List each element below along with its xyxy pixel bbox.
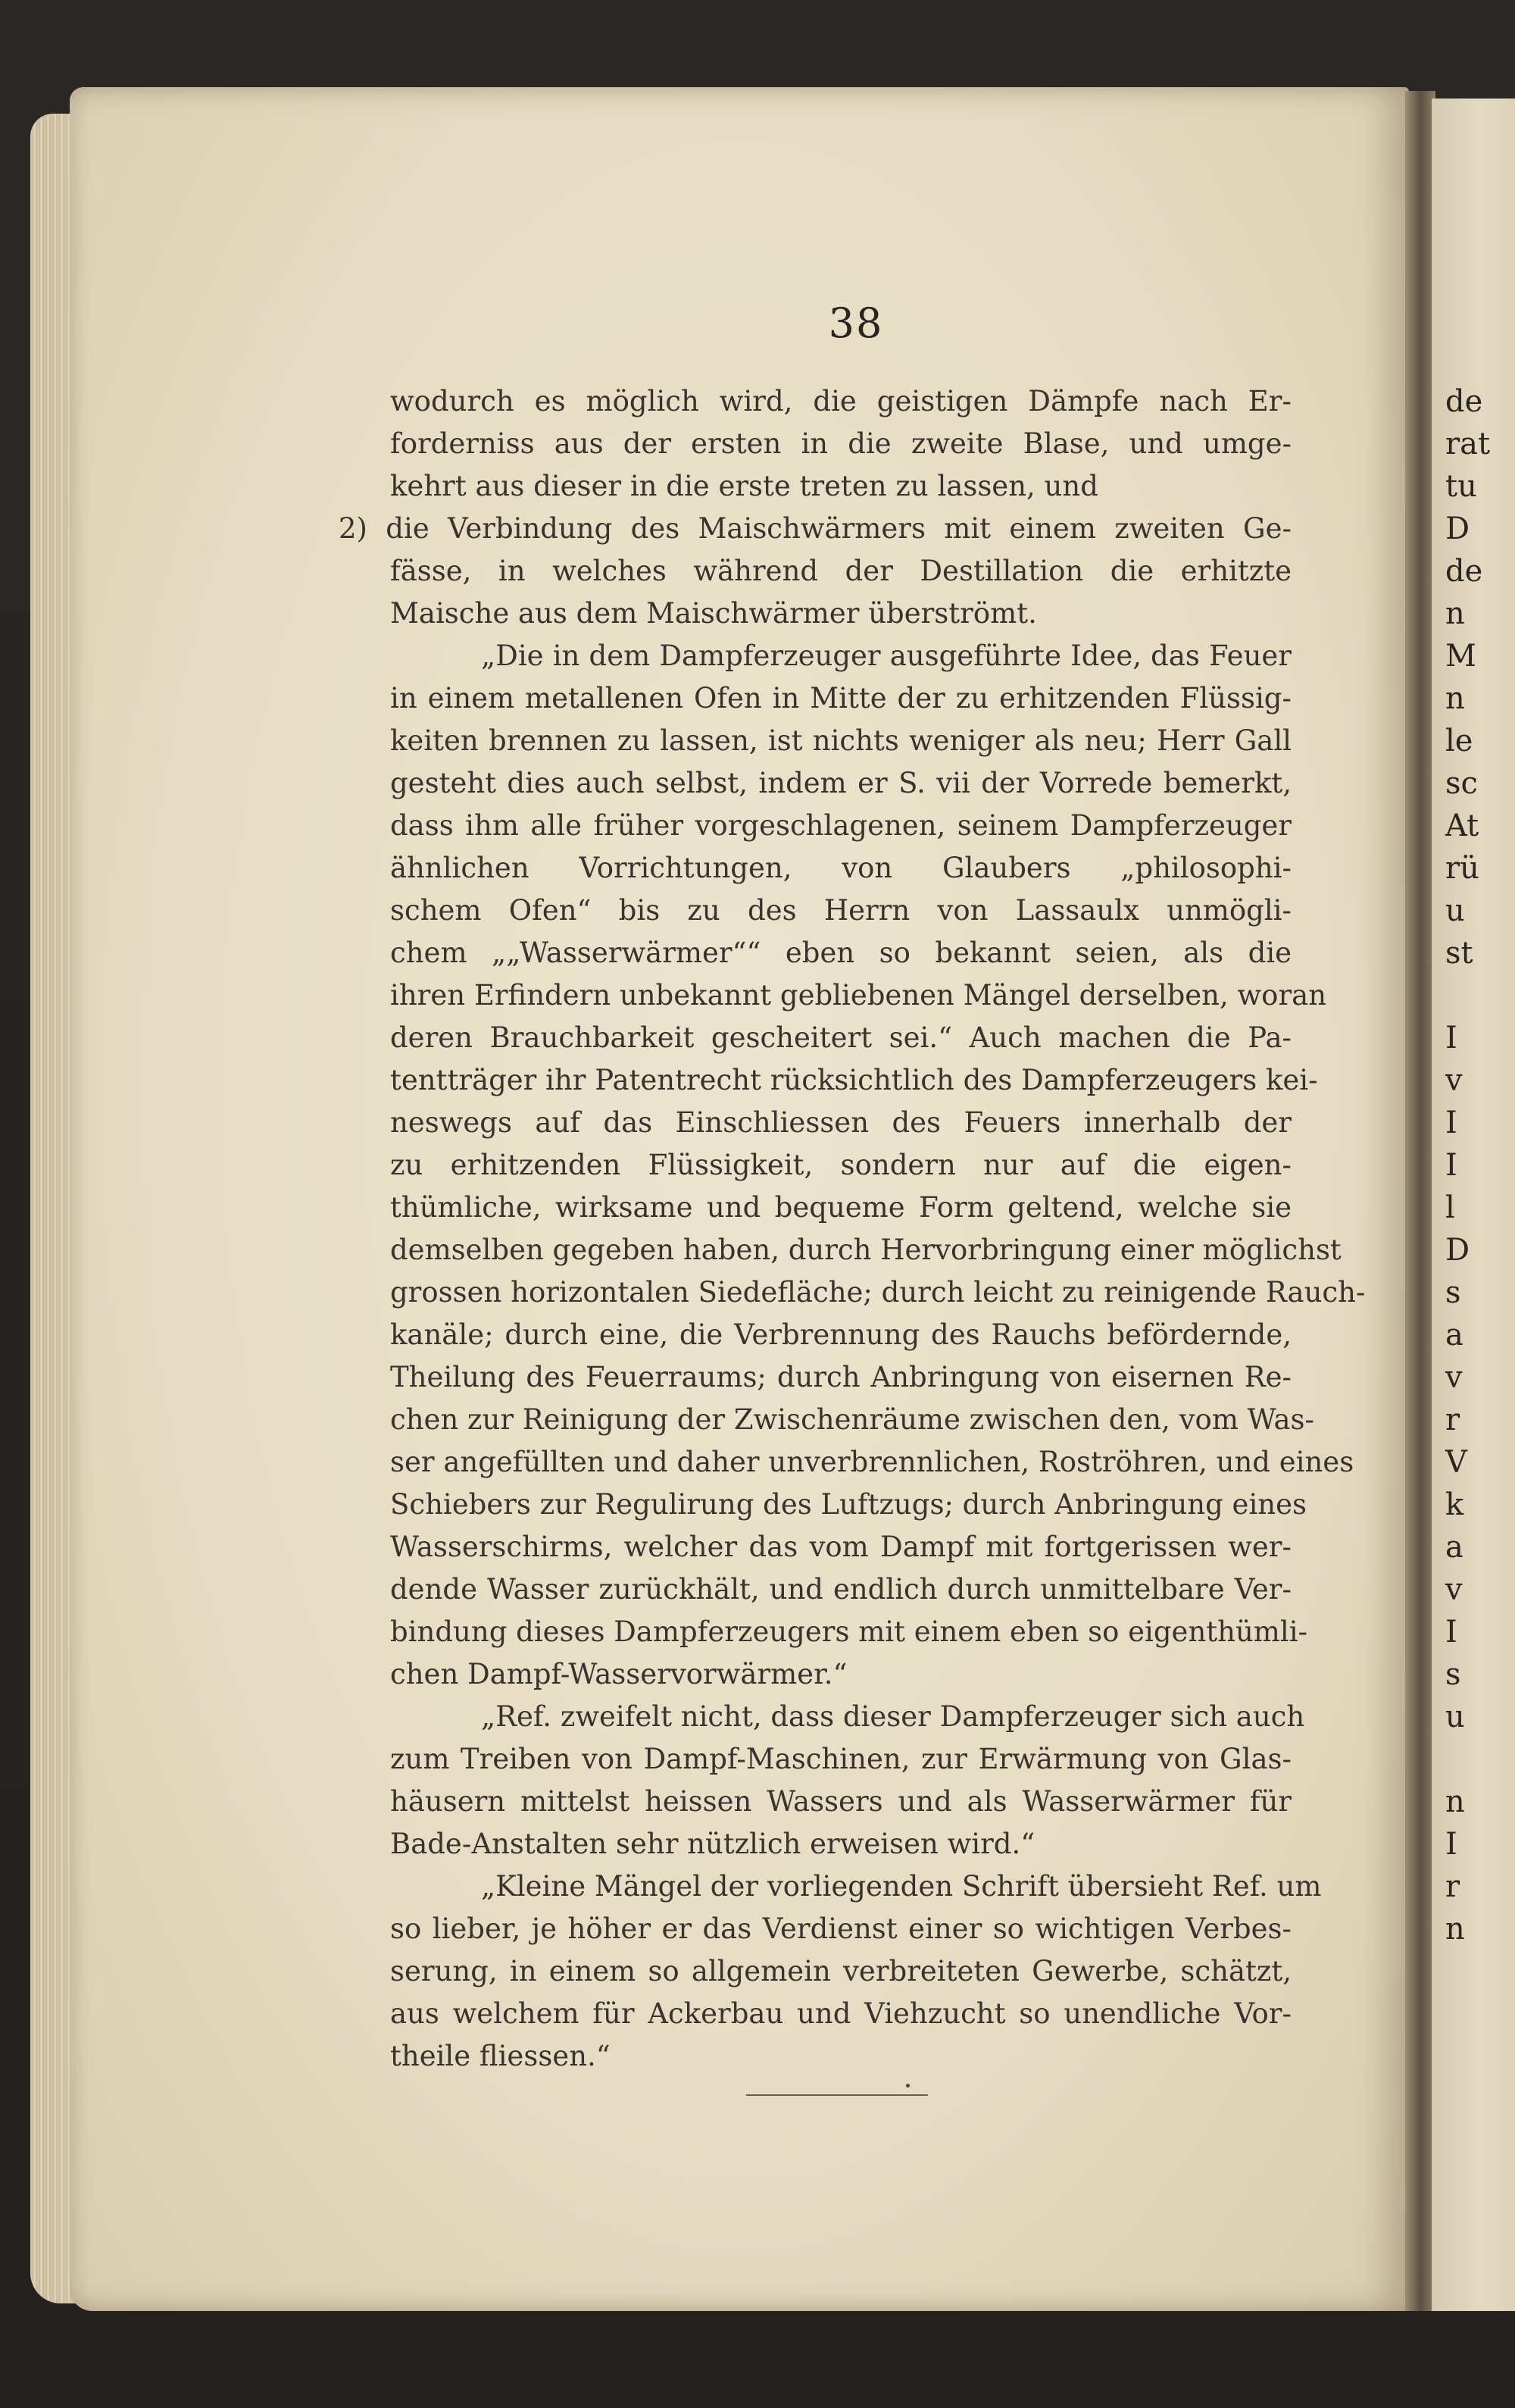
text-line: zu erhitzenden Flüssigkeit, sondern nur auf die eigen- bbox=[390, 1149, 1292, 1181]
facing-page-fragment: rü bbox=[1445, 851, 1479, 886]
text-line: wodurch es möglich wird, die geistigen Dämpfe nach Er- bbox=[390, 385, 1292, 417]
page-text bbox=[339, 380, 1366, 2078]
facing-page-fragment: r bbox=[1445, 1403, 1460, 1437]
facing-page-fragment: k bbox=[1445, 1487, 1464, 1522]
facing-page-fragment: v bbox=[1445, 1360, 1463, 1395]
text-line: schem Ofen“ bis zu des Herrn von Lassaulx unmögli- bbox=[390, 894, 1292, 927]
text-line: theile fliessen.“ bbox=[390, 2040, 611, 2072]
text-line: chen Dampf-Wasservorwärmer.“ bbox=[390, 1658, 848, 1690]
text-line: „Ref. zweifelt nicht, dass dieser Dampferzeuger sich auch bbox=[481, 1700, 1305, 1733]
facing-page-fragment: rat bbox=[1445, 427, 1491, 461]
text-line: ihren Erfindern unbekannt gebliebenen Mängel derselben, woran bbox=[390, 979, 1327, 1012]
end-rule bbox=[746, 2094, 928, 2096]
text-line: so lieber, je höher er das Verdienst einer so wichtigen Verbes- bbox=[390, 1912, 1292, 1945]
facing-page-fragment: a bbox=[1445, 1318, 1463, 1353]
text-line: neswegs auf das Einschliessen des Feuers innerhalb der bbox=[390, 1106, 1292, 1139]
text-line: Wasserschirms, welcher das vom Dampf mit fortgerissen wer- bbox=[390, 1531, 1292, 1563]
text-line: Bade-Anstalten sehr nützlich erweisen wird.“ bbox=[390, 1828, 1036, 1860]
text-line: serung, in einem so allgemein verbreiteten Gewerbe, schätzt, bbox=[390, 1955, 1292, 1987]
text-line: keiten brennen zu lassen, ist nichts weniger als neu; Herr Gall bbox=[390, 724, 1292, 757]
facing-page-fragment: I bbox=[1445, 1615, 1457, 1650]
text-line: deren Brauchbarkeit gescheitert sei.“ Auch machen die Pa- bbox=[390, 1021, 1292, 1054]
facing-page-fragment: r bbox=[1445, 1869, 1460, 1904]
facing-page-fragment: n bbox=[1445, 596, 1465, 631]
facing-page-fragment: I bbox=[1445, 1148, 1457, 1183]
facing-page-fragment: a bbox=[1445, 1530, 1463, 1565]
facing-page-fragment: n bbox=[1445, 1784, 1465, 1819]
text-line: kehrt aus dieser in die erste treten zu lassen, und bbox=[390, 470, 1098, 502]
facing-page-fragment: sc bbox=[1445, 766, 1478, 801]
text-line: kanäle; durch eine, die Verbrennung des Rauchs befördernde, bbox=[390, 1318, 1292, 1351]
facing-page-fragment: D bbox=[1445, 1233, 1470, 1268]
facing-page-fragment: le bbox=[1445, 724, 1473, 758]
book-gutter bbox=[1405, 91, 1435, 2311]
text-line: forderniss aus der ersten in die zweite Blase, und umge- bbox=[390, 427, 1292, 460]
facing-page-fragment: D bbox=[1445, 511, 1470, 546]
text-line: Theilung des Feuerraums; durch Anbringung von eisernen Re- bbox=[390, 1361, 1292, 1393]
text-line: thümliche, wirksame und bequeme Form geltend, welche sie bbox=[390, 1191, 1292, 1224]
text-line: „Die in dem Dampferzeuger ausgeführte Idee, das Feuer bbox=[481, 640, 1292, 672]
facing-page-fragment: V bbox=[1445, 1445, 1467, 1480]
facing-page-fragment: st bbox=[1445, 936, 1473, 971]
text-line: bindung dieses Dampferzeugers mit einem eben so eigenthümli- bbox=[390, 1615, 1308, 1648]
page-number: 38 bbox=[828, 299, 884, 347]
facing-page-fragment: I bbox=[1445, 1105, 1457, 1140]
text-line: häusern mittelst heissen Wassers und als Wasserwärmer für bbox=[390, 1785, 1292, 1818]
text-line: Maische aus dem Maischwärmer überströmt. bbox=[390, 597, 1037, 630]
text-line: ähnlichen Vorrichtungen, von Glaubers „philosophi- bbox=[390, 852, 1292, 884]
facing-page-fragment: n bbox=[1445, 681, 1465, 716]
facing-page-fragment: l bbox=[1445, 1190, 1455, 1225]
text-line: tentträger ihr Patentrecht rücksichtlich des Dampferzeugers kei- bbox=[390, 1064, 1318, 1096]
text-line: chen zur Reinigung der Zwischenräume zwischen den, vom Was- bbox=[390, 1403, 1315, 1436]
facing-page-fragment: u bbox=[1445, 893, 1465, 928]
text-line: gesteht dies auch selbst, indem er S. vii der Vorrede bemerkt, bbox=[390, 767, 1292, 799]
facing-page-fragment: I bbox=[1445, 1827, 1457, 1862]
text-line: dass ihm alle früher vorgeschlagenen, seinem Dampferzeuger bbox=[390, 809, 1292, 842]
facing-page-fragment: n bbox=[1445, 1912, 1465, 1947]
text-line: aus welchem für Ackerbau und Viehzucht so unendliche Vor- bbox=[390, 1997, 1292, 2030]
facing-page-fragment: de bbox=[1445, 384, 1483, 419]
text-line: „Kleine Mängel der vorliegenden Schrift übersieht Ref. um bbox=[481, 1870, 1322, 1903]
text-line: dende Wasser zurückhält, und endlich durch unmittelbare Ver- bbox=[390, 1573, 1292, 1606]
text-line: demselben gegeben haben, durch Hervorbringung einer möglichst bbox=[390, 1234, 1342, 1266]
facing-page-fragment: u bbox=[1445, 1700, 1465, 1734]
text-line: Schiebers zur Regulirung des Luftzugs; durch Anbringung eines bbox=[390, 1488, 1307, 1521]
text-line: 2) die Verbindung des Maischwärmers mit einem zweiten Ge- bbox=[339, 512, 1292, 545]
facing-page-fragment: s bbox=[1445, 1657, 1461, 1692]
facing-page-fragment: de bbox=[1445, 554, 1483, 589]
text-line: ser angefüllten und daher unverbrennlichen, Roströhren, und eines bbox=[390, 1446, 1354, 1478]
facing-page-fragment: tu bbox=[1445, 469, 1477, 504]
facing-page-fragment: M bbox=[1445, 639, 1476, 674]
facing-page-fragment: v bbox=[1445, 1063, 1463, 1098]
text-line: in einem metallenen Ofen in Mitte der zu erhitzenden Flüssig- bbox=[390, 682, 1292, 715]
end-rule-dot bbox=[906, 2084, 910, 2087]
facing-page-fragment: I bbox=[1445, 1021, 1457, 1055]
text-line: grossen horizontalen Siedefläche; durch leicht zu reinigende Rauch- bbox=[390, 1276, 1366, 1309]
text-line: fässe, in welches während der Destillation die erhitzte bbox=[390, 555, 1292, 587]
text-line: zum Treiben von Dampf-Maschinen, zur Erwärmung von Glas- bbox=[390, 1743, 1292, 1775]
facing-page-edge bbox=[1432, 99, 1515, 2311]
facing-page-fragment: v bbox=[1445, 1572, 1463, 1607]
facing-page-fragment: s bbox=[1445, 1275, 1461, 1310]
facing-page-fragment: At bbox=[1445, 808, 1479, 843]
text-line: chem „„Wasserwärmer““ eben so bekannt seien, als die bbox=[390, 937, 1292, 969]
